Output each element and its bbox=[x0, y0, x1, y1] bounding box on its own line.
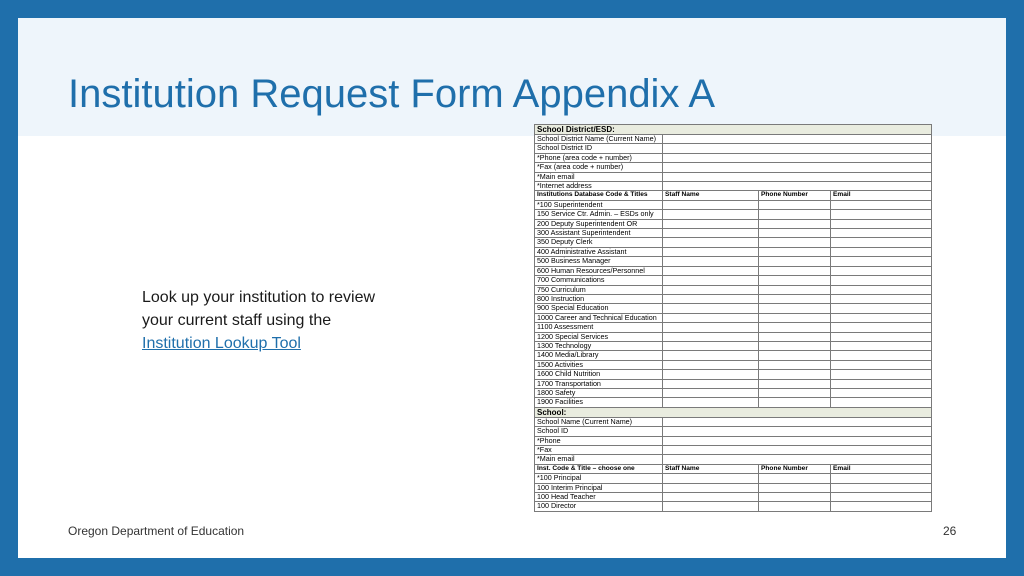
form-cell-label: 600 Human Resources/Personnel bbox=[535, 266, 663, 275]
form-cell-empty bbox=[831, 360, 932, 369]
form-cell-empty bbox=[831, 474, 932, 483]
form-cell-empty bbox=[663, 210, 759, 219]
form-header-row bbox=[535, 464, 932, 473]
form-cell-label: 300 Assistant Superintendent bbox=[535, 229, 663, 238]
form-cell-empty bbox=[759, 238, 831, 247]
institution-request-form bbox=[534, 124, 932, 512]
form-row bbox=[535, 417, 932, 426]
form-cell-label: 900 Special Education bbox=[535, 304, 663, 313]
form-cell-label: School: bbox=[535, 407, 932, 417]
form-cell-empty bbox=[831, 257, 932, 266]
form-cell-label: Staff Name bbox=[663, 464, 759, 473]
form-cell-empty bbox=[759, 266, 831, 275]
form-cell-empty bbox=[663, 370, 759, 379]
form-cell-label: Staff Name bbox=[663, 191, 759, 200]
form-cell-label: 350 Deputy Clerk bbox=[535, 238, 663, 247]
form-cell-empty bbox=[663, 153, 932, 162]
slide-title: Institution Request Form Appendix A bbox=[68, 72, 716, 116]
form-cell-empty bbox=[831, 388, 932, 397]
form-row bbox=[535, 304, 932, 313]
form-cell-empty bbox=[759, 483, 831, 492]
form-cell-empty bbox=[759, 370, 831, 379]
form-cell-empty bbox=[759, 493, 831, 502]
form-cell-empty bbox=[831, 229, 932, 238]
form-cell-empty bbox=[663, 379, 759, 388]
form-cell-empty bbox=[663, 483, 759, 492]
form-cell-empty bbox=[759, 388, 831, 397]
form-cell-empty bbox=[831, 351, 932, 360]
form-cell-empty bbox=[831, 219, 932, 228]
form-row bbox=[535, 323, 932, 332]
form-cell-empty bbox=[663, 446, 932, 455]
form-cell-label: 100 Head Teacher bbox=[535, 493, 663, 502]
form-cell-empty bbox=[759, 398, 831, 407]
form-row bbox=[535, 398, 932, 407]
form-cell-empty bbox=[663, 200, 759, 209]
form-cell-empty bbox=[831, 266, 932, 275]
form-cell-empty bbox=[759, 200, 831, 209]
form-cell-label: 700 Communications bbox=[535, 276, 663, 285]
form-cell-label: School Name (Current Name) bbox=[535, 417, 663, 426]
form-cell-empty bbox=[831, 304, 932, 313]
form-cell-empty bbox=[831, 210, 932, 219]
form-cell-label: *Main email bbox=[535, 172, 663, 181]
form-row bbox=[535, 474, 932, 483]
form-cell-label: 1200 Special Services bbox=[535, 332, 663, 341]
form-row bbox=[535, 370, 932, 379]
form-cell-empty bbox=[663, 417, 932, 426]
form-cell-empty bbox=[663, 360, 759, 369]
form-cell-empty bbox=[759, 229, 831, 238]
form-cell-label: School District Name (Current Name) bbox=[535, 135, 663, 144]
slide bbox=[18, 18, 1006, 558]
form-row bbox=[535, 144, 932, 153]
form-cell-label: *Phone (area code + number) bbox=[535, 153, 663, 162]
form-cell-empty bbox=[663, 436, 932, 445]
form-cell-empty bbox=[663, 219, 759, 228]
form-cell-label: 1400 Media/Library bbox=[535, 351, 663, 360]
form-cell-label: School District ID bbox=[535, 144, 663, 153]
form-cell-empty bbox=[663, 285, 759, 294]
form-cell-empty bbox=[759, 474, 831, 483]
form-cell-empty bbox=[831, 332, 932, 341]
form-cell-label: 800 Instruction bbox=[535, 294, 663, 303]
form-cell-empty bbox=[663, 163, 932, 172]
form-cell-empty bbox=[831, 493, 932, 502]
form-cell-label: *Fax bbox=[535, 446, 663, 455]
form-cell-empty bbox=[759, 219, 831, 228]
form-header-row bbox=[535, 191, 932, 200]
form-row bbox=[535, 182, 932, 191]
form-row bbox=[535, 219, 932, 228]
form-cell-label: *Main email bbox=[535, 455, 663, 464]
form-row bbox=[535, 493, 932, 502]
institution-lookup-tool-link[interactable]: Institution Lookup Tool bbox=[142, 335, 301, 352]
form-row bbox=[535, 276, 932, 285]
form-row bbox=[535, 285, 932, 294]
form-cell-empty bbox=[663, 172, 932, 181]
form-cell-label: *Phone bbox=[535, 436, 663, 445]
form-cell-empty bbox=[759, 313, 831, 322]
form-cell-empty bbox=[759, 360, 831, 369]
form-cell-label: Phone Number bbox=[759, 191, 831, 200]
form-cell-empty bbox=[663, 493, 759, 502]
form-cell-label: 400 Administrative Assistant bbox=[535, 247, 663, 256]
instruction-line-1: Look up your institution to review bbox=[142, 289, 376, 306]
form-cell-empty bbox=[759, 379, 831, 388]
form-row bbox=[535, 247, 932, 256]
form-cell-label: School ID bbox=[535, 427, 663, 436]
form-cell-label: 1700 Transportation bbox=[535, 379, 663, 388]
form-cell-label: 1000 Career and Technical Education bbox=[535, 313, 663, 322]
form-cell-empty bbox=[759, 257, 831, 266]
form-cell-empty bbox=[663, 427, 932, 436]
page-number: 26 bbox=[943, 524, 957, 538]
form-cell-label: Email bbox=[831, 191, 932, 200]
form-cell-empty bbox=[663, 276, 759, 285]
form-row bbox=[535, 163, 932, 172]
instruction-text bbox=[142, 286, 432, 355]
form-cell-empty bbox=[759, 210, 831, 219]
form-cell-empty bbox=[759, 502, 831, 511]
form-row bbox=[535, 257, 932, 266]
form-cell-empty bbox=[663, 304, 759, 313]
form-row bbox=[535, 229, 932, 238]
form-cell-label: Institutions Database Code & Titles bbox=[535, 191, 663, 200]
form-cell-empty bbox=[831, 502, 932, 511]
form-row bbox=[535, 446, 932, 455]
form-cell-empty bbox=[663, 455, 932, 464]
form-cell-empty bbox=[663, 474, 759, 483]
form-row bbox=[535, 153, 932, 162]
form-cell-empty bbox=[663, 144, 932, 153]
form-cell-empty bbox=[831, 276, 932, 285]
form-row bbox=[535, 427, 932, 436]
form-cell-empty bbox=[831, 294, 932, 303]
form-cell-empty bbox=[663, 238, 759, 247]
form-cell-label: Email bbox=[831, 464, 932, 473]
form-row bbox=[535, 483, 932, 492]
form-row bbox=[535, 210, 932, 219]
form-cell-empty bbox=[663, 502, 759, 511]
form-row bbox=[535, 332, 932, 341]
form-cell-label: Inst. Code & Title – choose one bbox=[535, 464, 663, 473]
form-cell-empty bbox=[831, 313, 932, 322]
form-cell-empty bbox=[759, 323, 831, 332]
instruction-line-2: your current staff using the bbox=[142, 312, 332, 329]
form-cell-empty bbox=[663, 351, 759, 360]
form-cell-empty bbox=[759, 285, 831, 294]
form-row bbox=[535, 313, 932, 322]
form-row bbox=[535, 294, 932, 303]
form-cell-label: 100 Director bbox=[535, 502, 663, 511]
form-cell-empty bbox=[663, 332, 759, 341]
form-row bbox=[535, 341, 932, 350]
form-cell-label: 150 Service Ctr. Admin. – ESDs only bbox=[535, 210, 663, 219]
form-cell-empty bbox=[663, 388, 759, 397]
form-cell-empty bbox=[759, 341, 831, 350]
form-cell-empty bbox=[663, 257, 759, 266]
form-cell-label: Phone Number bbox=[759, 464, 831, 473]
form-cell-label: 750 Curriculum bbox=[535, 285, 663, 294]
form-cell-label: 1600 Child Nutrition bbox=[535, 370, 663, 379]
form-cell-empty bbox=[663, 398, 759, 407]
form-row bbox=[535, 455, 932, 464]
form-cell-empty bbox=[663, 182, 932, 191]
form-row bbox=[535, 135, 932, 144]
form-row bbox=[535, 360, 932, 369]
form-cell-empty bbox=[759, 247, 831, 256]
form-section-district bbox=[535, 125, 932, 135]
form-cell-label: *100 Superintendent bbox=[535, 200, 663, 209]
form-cell-empty bbox=[831, 238, 932, 247]
form-row bbox=[535, 172, 932, 181]
form-cell-empty bbox=[663, 323, 759, 332]
form-cell-empty bbox=[759, 304, 831, 313]
form-section-school bbox=[535, 407, 932, 417]
form-row bbox=[535, 379, 932, 388]
form-cell-empty bbox=[831, 200, 932, 209]
form-cell-empty bbox=[831, 323, 932, 332]
form-cell-label: 1100 Assessment bbox=[535, 323, 663, 332]
form-cell-label: 1800 Safety bbox=[535, 388, 663, 397]
form-cell-empty bbox=[759, 276, 831, 285]
form-cell-label: *100 Principal bbox=[535, 474, 663, 483]
form-cell-empty bbox=[831, 398, 932, 407]
form-cell-empty bbox=[663, 266, 759, 275]
form-cell-label: 1500 Activities bbox=[535, 360, 663, 369]
form-row bbox=[535, 388, 932, 397]
form-cell-empty bbox=[663, 229, 759, 238]
form-row bbox=[535, 502, 932, 511]
form-cell-empty bbox=[663, 313, 759, 322]
form-cell-empty bbox=[831, 379, 932, 388]
form-cell-empty bbox=[663, 135, 932, 144]
form-cell-label: School District/ESD: bbox=[535, 125, 932, 135]
form-row bbox=[535, 436, 932, 445]
form-cell-empty bbox=[663, 247, 759, 256]
form-cell-empty bbox=[831, 341, 932, 350]
form-cell-empty bbox=[663, 294, 759, 303]
form-cell-empty bbox=[831, 370, 932, 379]
footer-organization: Oregon Department of Education bbox=[68, 524, 245, 538]
form-cell-empty bbox=[759, 351, 831, 360]
form-cell-empty bbox=[831, 285, 932, 294]
form-cell-label: 500 Business Manager bbox=[535, 257, 663, 266]
form-cell-empty bbox=[663, 341, 759, 350]
form-cell-label: 200 Deputy Superintendent OR bbox=[535, 219, 663, 228]
form-cell-empty bbox=[831, 483, 932, 492]
form-row bbox=[535, 200, 932, 209]
form-cell-label: 1900 Facilities bbox=[535, 398, 663, 407]
form-row bbox=[535, 351, 932, 360]
form-row bbox=[535, 266, 932, 275]
form-cell-label: 1300 Technology bbox=[535, 341, 663, 350]
form-cell-label: 100 Interim Principal bbox=[535, 483, 663, 492]
form-row bbox=[535, 238, 932, 247]
form-cell-empty bbox=[759, 332, 831, 341]
form-cell-label: *Internet address bbox=[535, 182, 663, 191]
form-cell-empty bbox=[759, 294, 831, 303]
form-cell-empty bbox=[831, 247, 932, 256]
form-cell-label: *Fax (area code + number) bbox=[535, 163, 663, 172]
